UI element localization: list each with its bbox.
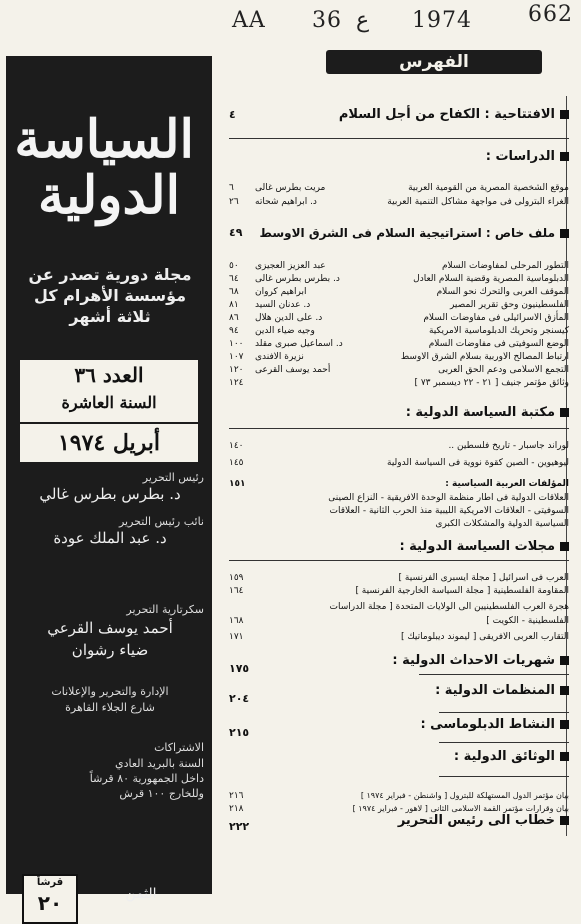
cover-sidebar: [6, 56, 212, 915]
price-label: الثمن: [125, 886, 157, 902]
toc-item: كيسنجر وتحريك الدبلوماسية الامريكية وجيه ضياء الدين ٩٤: [229, 326, 569, 336]
divider: [439, 712, 569, 713]
handwritten-note-662: 662: [528, 2, 573, 27]
divider: [229, 428, 569, 429]
bullet-icon: [560, 408, 569, 417]
secretariat-name-1: أحمد يوسف القرعي: [47, 619, 173, 637]
section-documents: [229, 748, 569, 766]
bullet-icon: [560, 656, 569, 665]
bullet-icon: [560, 686, 569, 695]
section-journals: [229, 538, 569, 556]
bullet-icon: [560, 152, 569, 161]
admin-address: شارع الجلاء القاهرة: [65, 701, 155, 714]
toc-item: العرب فى اسرائيل [ مجلة ايسبرى الفرنسية ] ١٥٩: [229, 573, 569, 583]
divider: [229, 138, 569, 139]
divider: [439, 742, 569, 743]
price-unit: قرشاً: [36, 877, 64, 888]
section-library: [229, 404, 569, 422]
section-label: خطاب الى رئيس التحرير: [397, 813, 555, 828]
editor-label: رئيس التحرير: [142, 471, 204, 484]
toc-item: التقارب العربى الافريقى [ ليموند ديبلوماتيك ] ١٧١: [229, 632, 569, 642]
handwritten-note-aa: AA: [232, 8, 266, 33]
toc-item: التطور المرحلى لمفاوضات السلام عبد العزيز العجيزى ٥٠: [229, 261, 569, 271]
admin-label: الإدارة والتحرير والإعلانات: [51, 685, 169, 698]
toc-item: لوراند جاسبار - تاريخ فلسطين .. ١٤٠: [229, 441, 569, 451]
bullet-icon: [560, 542, 569, 551]
section-label: المنظمات الدولية :: [435, 683, 555, 698]
section-monthly-events: [229, 652, 569, 675]
toc-item: موقع الشخصية المصرية من القومية العربية مريت بطرس غالى ٦: [229, 183, 569, 193]
section-label: الافتتاحية : الكفاح من أجل السلام: [338, 107, 555, 122]
section-label: شهريات الاحداث الدولية :: [392, 653, 555, 668]
subscriptions-line-1: السنة بالبريد العادي: [115, 757, 204, 770]
subscriptions-line-3: وللخارج ١٠٠ قرش: [119, 787, 204, 800]
toc-item: المأزق الاسرائيلى فى مفاوضات السلام د. على الدين هلال ٨٦: [229, 313, 569, 323]
handwritten-note-36: 36: [312, 8, 342, 33]
secretariat-name-2: ضياء رشوان: [71, 641, 149, 659]
toc-item: الفلسطينية - الكويت ] ١٦٨: [229, 616, 569, 626]
bullet-icon: [560, 816, 569, 825]
handwritten-note-ain: ع: [356, 8, 370, 33]
section-diplomatic-activity: [229, 716, 569, 739]
toc-item: الوضع السوفيتى فى مفاوضات السلام د. اسماعيل صبرى مقلد ١٠٠: [229, 339, 569, 349]
toc-item: الغراء البترولى فى مواجهة مشاكل التنمية العربية د. ابراهيم شحاته ٢٦: [229, 197, 569, 207]
magazine-title: [14, 109, 194, 226]
bullet-icon: [560, 752, 569, 761]
toc-item: الموقف العربى والتحرك نحو السلام ابراهيم كروان ٦٨: [229, 287, 569, 297]
toc-item: التجمع الاسلامى ودعم الحق العربى أحمد يوسف القرعى ١٢٠: [229, 365, 569, 375]
price-box: [22, 874, 78, 924]
section-letter-to-editor: [229, 812, 569, 833]
deputy-label: نائب رئيس التحرير: [118, 515, 204, 528]
divider: [439, 776, 569, 777]
toc-item: السياسية الدولية والمشكلات الكبرى: [435, 519, 569, 529]
bullet-icon: [560, 720, 569, 729]
section-label: النشاط الدبلوماسى :: [420, 717, 555, 732]
divider: [419, 674, 569, 675]
section-page: ٤: [229, 108, 236, 121]
toc-item: السوفيتى - العلاقات الامريكية الليبية منذ الحرب الثانية - العلاقات: [329, 506, 569, 516]
toc-item: المقاومة الفلسطينية [ مجلة السياسة الخارجية الفرنسية ] ١٦٤: [229, 586, 569, 596]
magazine-description: مجلة دورية تصدر عن مؤسسة الأهرام كل ثلاثة أشهر: [28, 265, 192, 326]
section-studies: [229, 148, 569, 166]
section-page: ١٧٥: [229, 662, 250, 675]
section-page: ٢٠٤: [229, 692, 250, 705]
issue-box: [20, 360, 198, 422]
deputy-name: د. عبد الملك عودة: [53, 529, 167, 547]
section-page: ٤٩: [229, 226, 243, 239]
divider: [229, 560, 569, 561]
toc-item: الدبلوماسية المصرية وقضية السلام العادل د. بطرس بطرس غالى ٦٤: [229, 274, 569, 284]
toc-item: بيان وقرارات مؤتمر القمة الاسلامى الثانى [ لاهور - فبراير ١٩٧٤ ] ٢١٨: [229, 804, 569, 814]
section-label: مكتبة السياسة الدولية :: [405, 405, 555, 420]
section-page: ٢٢٢: [229, 820, 250, 833]
section-special-file: [229, 224, 569, 242]
section-organizations: [229, 682, 569, 705]
magazine-title-line2: الدولية: [37, 165, 181, 226]
toc-item: هجرة العرب الفلسطينيين الى الولايات المتحدة [ مجلة الدراسات: [329, 602, 569, 612]
subscriptions-line-2: داخل الجمهورية ٨٠ قرشاً: [89, 772, 204, 785]
section-editorial: [229, 106, 569, 124]
section-page: ٢١٥: [229, 726, 250, 739]
toc-subheading: المؤلفات العربية السياسية : ١٥١: [229, 479, 569, 489]
toc-item: بيان مؤتمر الدول المستهلكة للبترول [ واشنطن - فبراير ١٩٧٤ ] ٢١٦: [229, 791, 569, 801]
editor-name: د. بطرس بطرس غالي: [39, 485, 181, 503]
section-label: ملف خاص : استراتيجية السلام فى الشرق الاوسط: [259, 226, 555, 240]
toc-item: ارتباط المصالح الاوربية بسلام الشرق الاوسط نزيرة الافندى ١٠٧: [229, 352, 569, 362]
section-label: مجلات السياسة الدولية :: [399, 539, 555, 554]
issue-number: العدد ٣٦: [74, 363, 144, 387]
toc-item: العلاقات الدولية فى اطار منظمة الوحدة الافريقية - النزاع الصينى: [328, 493, 569, 503]
section-label: الوثائق الدولية :: [453, 749, 555, 764]
bullet-icon: [560, 229, 569, 238]
toc-item: الفلسطينيون وحق تقرير المصير د. عدنان السيد ٨١: [229, 300, 569, 310]
handwritten-note-year: 1974: [412, 8, 472, 33]
toc-title: الفهرس: [326, 50, 542, 74]
subscriptions-label: الاشتراكات: [154, 741, 204, 754]
price-value: ٢٠: [37, 891, 63, 915]
secretariat-label: سكرتارية التحرير: [126, 603, 204, 616]
toc-item: وثائق مؤتمر جنيف [ ٢١ - ٢٢ ديسمبر ٧٣ ] ١٢٤: [229, 378, 569, 388]
bullet-icon: [560, 110, 569, 119]
issue-date: أبريل ١٩٧٤: [20, 424, 198, 462]
section-label: الدراسات :: [485, 149, 555, 164]
toc-item: ليوهيوين - الصين كقوة نووية فى السياسة الدولية ١٤٥: [229, 458, 569, 468]
issue-year: السنة العاشرة: [61, 393, 157, 412]
magazine-title-line1: السياسة: [14, 109, 194, 170]
